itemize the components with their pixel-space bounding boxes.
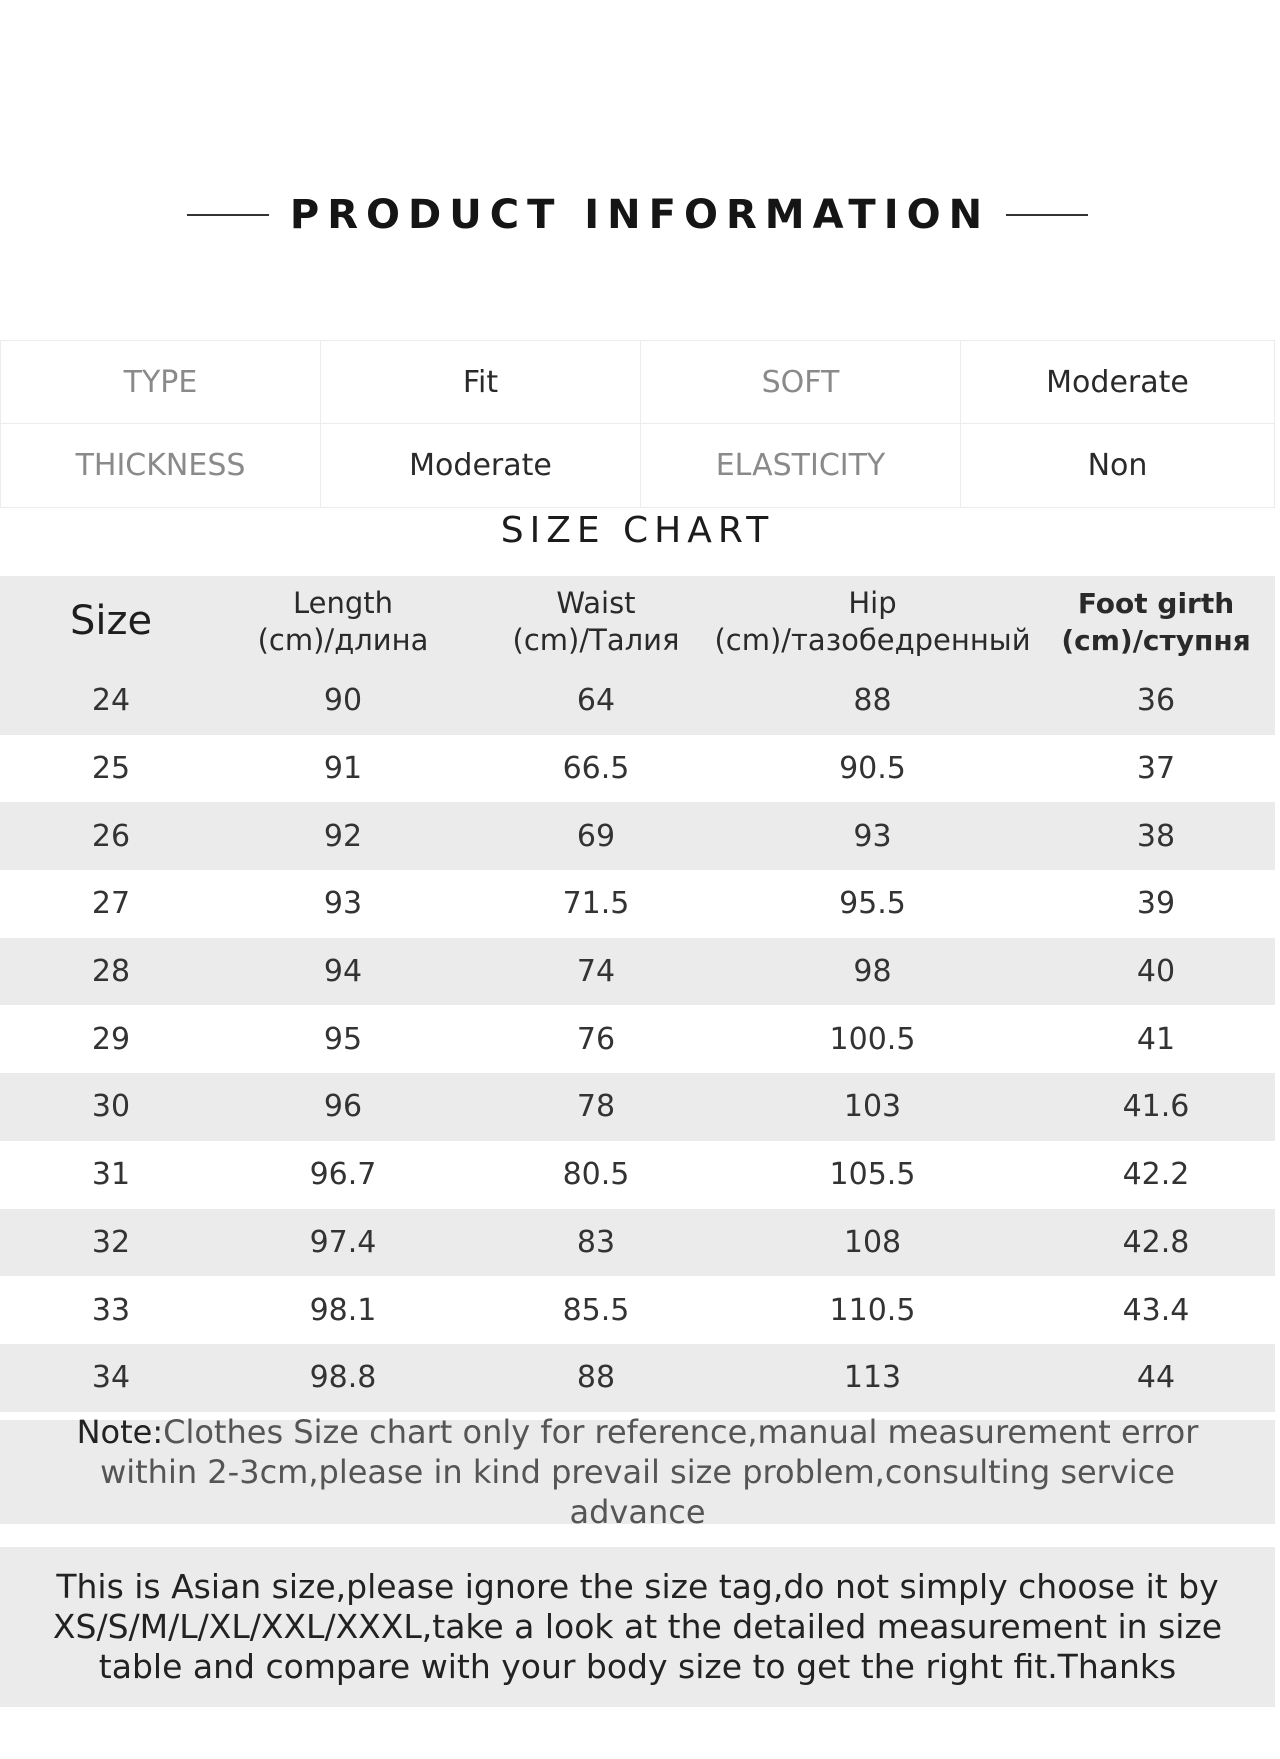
table-row (0, 735, 1275, 803)
table-row (0, 1209, 1275, 1277)
cell-length: 98.1 (309, 1292, 377, 1328)
cell-size: 25 (91, 751, 131, 787)
header-waist-line2: (cm)/Талия (512, 622, 680, 657)
note-text-block (30, 1412, 1245, 1532)
table-row (0, 667, 1275, 735)
cell-waist: 76 (576, 1021, 616, 1057)
cell-foot-girth: 36 (1136, 683, 1176, 719)
table-row (0, 1276, 1275, 1344)
cell-waist: 64 (576, 683, 616, 719)
header-size-label: Size (69, 598, 153, 644)
cell-size: 30 (91, 1089, 131, 1125)
cell-hip: 105.5 (829, 1157, 916, 1193)
cell-waist: 71.5 (562, 886, 630, 922)
size-chart-body (0, 667, 1275, 1412)
cell-foot-girth: 42.2 (1122, 1157, 1190, 1193)
cell-size: 24 (91, 683, 131, 719)
size-chart-header-row (0, 576, 1275, 667)
product-information-header (0, 190, 1280, 240)
cell-hip: 93 (853, 818, 892, 854)
cell-foot-girth: 41 (1136, 1021, 1176, 1057)
attr-label-soft: SOFT (641, 341, 961, 424)
cell-hip: 98 (853, 954, 892, 990)
cell-waist: 88 (576, 1360, 616, 1396)
table-row (0, 870, 1275, 938)
cell-length: 97.4 (309, 1224, 377, 1260)
cell-size: 29 (91, 1021, 131, 1057)
note-text: Clothes Size chart only for reference,manual measurement error within 2-3cm,please in kind prevail size problem,consulting service advance (100, 1413, 1199, 1531)
asian-size-notice (0, 1547, 1275, 1707)
cell-foot-girth: 43.4 (1122, 1292, 1190, 1328)
cell-foot-girth: 37 (1136, 751, 1176, 787)
cell-length: 96 (323, 1089, 363, 1125)
cell-foot-girth: 40 (1136, 954, 1176, 990)
cell-foot-girth: 38 (1136, 818, 1176, 854)
cell-hip: 90.5 (839, 751, 906, 787)
note-box (0, 1413, 1275, 1531)
cell-length: 98.8 (309, 1360, 377, 1396)
header-foot-line1: Foot girth (1077, 586, 1235, 620)
cell-waist: 80.5 (562, 1157, 630, 1193)
attr-label-type: TYPE (1, 341, 321, 424)
cell-waist: 78 (576, 1089, 616, 1125)
header-foot-girth (1040, 576, 1272, 667)
header-hip (700, 576, 1045, 667)
cell-foot-girth: 42.8 (1122, 1224, 1190, 1260)
cell-size: 28 (91, 954, 131, 990)
cell-hip: 103 (843, 1089, 902, 1125)
table-row (0, 1073, 1275, 1141)
cell-waist: 66.5 (562, 751, 630, 787)
cell-size: 34 (91, 1360, 131, 1396)
product-attributes-table (0, 340, 1275, 508)
cell-waist: 83 (576, 1224, 616, 1260)
attr-label-thickness: THICKNESS (1, 424, 321, 507)
table-row (0, 802, 1275, 870)
cell-size: 27 (91, 886, 131, 922)
cell-foot-girth: 41.6 (1122, 1089, 1190, 1125)
asian-size-notice-text: This is Asian size,please ignore the size tag,do not simply choose it by XS/S/M/L/XL/XXL/XXXL,take a look at the detailed measurement in size table and compare with your body size to get the right fit.Thanks (52, 1567, 1223, 1686)
attr-value-type: Fit (321, 341, 641, 424)
cell-hip: 113 (843, 1360, 902, 1396)
header-length-line1: Length (292, 585, 394, 620)
size-chart-table (0, 576, 1275, 1412)
header-length (232, 576, 454, 667)
title-divider-right (1006, 214, 1088, 216)
cell-hip: 100.5 (829, 1021, 916, 1057)
cell-waist: 85.5 (562, 1292, 630, 1328)
cell-size: 32 (91, 1224, 131, 1260)
cell-size: 26 (91, 818, 131, 854)
header-waist-line1: Waist (556, 585, 636, 620)
page-title: PRODUCT INFORMATION (289, 192, 991, 238)
cell-length: 96.7 (309, 1157, 377, 1193)
header-foot-line2: (cm)/ступня (1061, 623, 1251, 657)
table-row (0, 1344, 1275, 1412)
header-length-line2: (cm)/длина (257, 622, 429, 657)
cell-hip: 110.5 (829, 1292, 916, 1328)
cell-length: 92 (323, 818, 363, 854)
cell-length: 93 (323, 886, 363, 922)
cell-hip: 88 (853, 683, 892, 719)
header-hip-line1: Hip (848, 585, 897, 620)
note-label: Note: (76, 1413, 164, 1451)
cell-foot-girth: 39 (1136, 886, 1176, 922)
cell-length: 94 (323, 954, 363, 990)
attr-label-elasticity: ELASTICITY (641, 424, 961, 507)
header-waist (500, 576, 692, 667)
cell-waist: 74 (576, 954, 616, 990)
cell-hip: 108 (843, 1224, 902, 1260)
attr-value-elasticity: Non (1087, 448, 1148, 483)
cell-length: 95 (323, 1021, 363, 1057)
cell-size: 33 (91, 1292, 131, 1328)
size-chart-title: SIZE CHART (500, 510, 775, 551)
cell-foot-girth: 44 (1136, 1360, 1176, 1396)
cell-hip: 95.5 (839, 886, 906, 922)
header-size (50, 576, 172, 667)
cell-size: 31 (91, 1157, 131, 1193)
header-hip-line2: (cm)/тазобедренный (714, 622, 1031, 657)
table-row (0, 1141, 1275, 1209)
attr-value-soft: Moderate (961, 341, 1274, 424)
cell-length: 90 (323, 683, 363, 719)
cell-waist: 69 (576, 818, 616, 854)
table-row (0, 1005, 1275, 1073)
table-row (0, 938, 1275, 1006)
cell-length: 91 (323, 751, 363, 787)
attr-value-thickness: Moderate (321, 424, 641, 507)
